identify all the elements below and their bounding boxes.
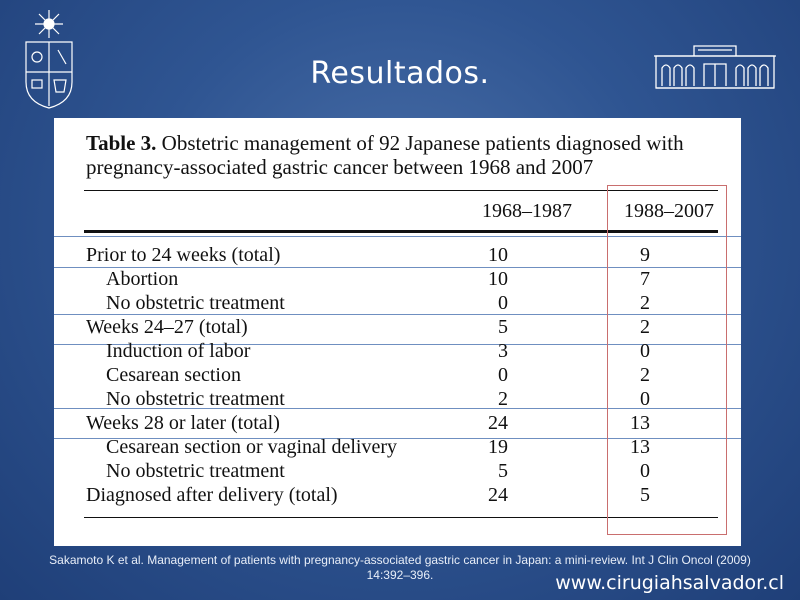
table-cell-1988-2007: 2 [640,316,650,338]
table-cell-1988-2007: 2 [640,292,650,314]
table-cell-1968-1987: 19 [488,436,508,458]
table-cell-1968-1987: 24 [488,412,508,434]
table-cell-1968-1987: 24 [488,484,508,506]
table-row-label: Weeks 28 or later (total) [86,412,280,434]
table-cell-1988-2007: 9 [640,244,650,266]
column-header-1988-2007: 1988–2007 [624,200,714,222]
table-row-label: Cesarean section [106,364,241,386]
citation-line-2: 14:392–396. [366,568,434,582]
table-row-label: Abortion [106,268,179,290]
table-cell-1968-1987: 5 [498,316,508,338]
table-caption [86,131,726,179]
table-caption-label: Table 3. [86,131,157,155]
table-row-label: Induction of labor [106,340,251,362]
table-row-label: No obstetric treatment [106,388,285,410]
website-url: www.cirugiahsalvador.cl [555,572,784,594]
table-cell-1968-1987: 10 [488,268,508,290]
table-cell-1968-1987: 5 [498,460,508,482]
table-row-label: Prior to 24 weeks (total) [86,244,281,266]
table-cell-1988-2007: 0 [640,340,650,362]
table-cell-1968-1987: 3 [498,340,508,362]
table-row-label: Cesarean section or vaginal delivery [106,436,397,458]
table-cell-1988-2007: 13 [630,436,650,458]
table-cell-1988-2007: 2 [640,364,650,386]
slide-title: Resultados. [310,56,490,91]
table-cell-1968-1987: 2 [498,388,508,410]
table-caption-text: Obstetric management of 92 Japanese patients diagnosed with pregnancy-associated gastric cancer between 1968 and 2007 [86,131,684,179]
table-cell-1968-1987: 0 [498,292,508,314]
table-row-label: Diagnosed after delivery (total) [86,484,338,506]
table-cell-1988-2007: 7 [640,268,650,290]
table-cell-1968-1987: 10 [488,244,508,266]
citation-line-1: Sakamoto K et al. Management of patients with pregnancy-associated gastric cancer in Japan: a mini-review. Int J Clin Oncol (2009) [49,553,751,567]
column-header-1968-1987: 1968–1987 [482,200,572,222]
table-cell-1988-2007: 13 [630,412,650,434]
table-row-label: No obstetric treatment [106,292,285,314]
table-image [54,118,741,546]
table-row-label: No obstetric treatment [106,460,285,482]
table-cell-1968-1987: 0 [498,364,508,386]
table-cell-1988-2007: 0 [640,388,650,410]
table-row-label: Weeks 24–27 (total) [86,316,248,338]
table-cell-1988-2007: 5 [640,484,650,506]
table-cell-1988-2007: 0 [640,460,650,482]
